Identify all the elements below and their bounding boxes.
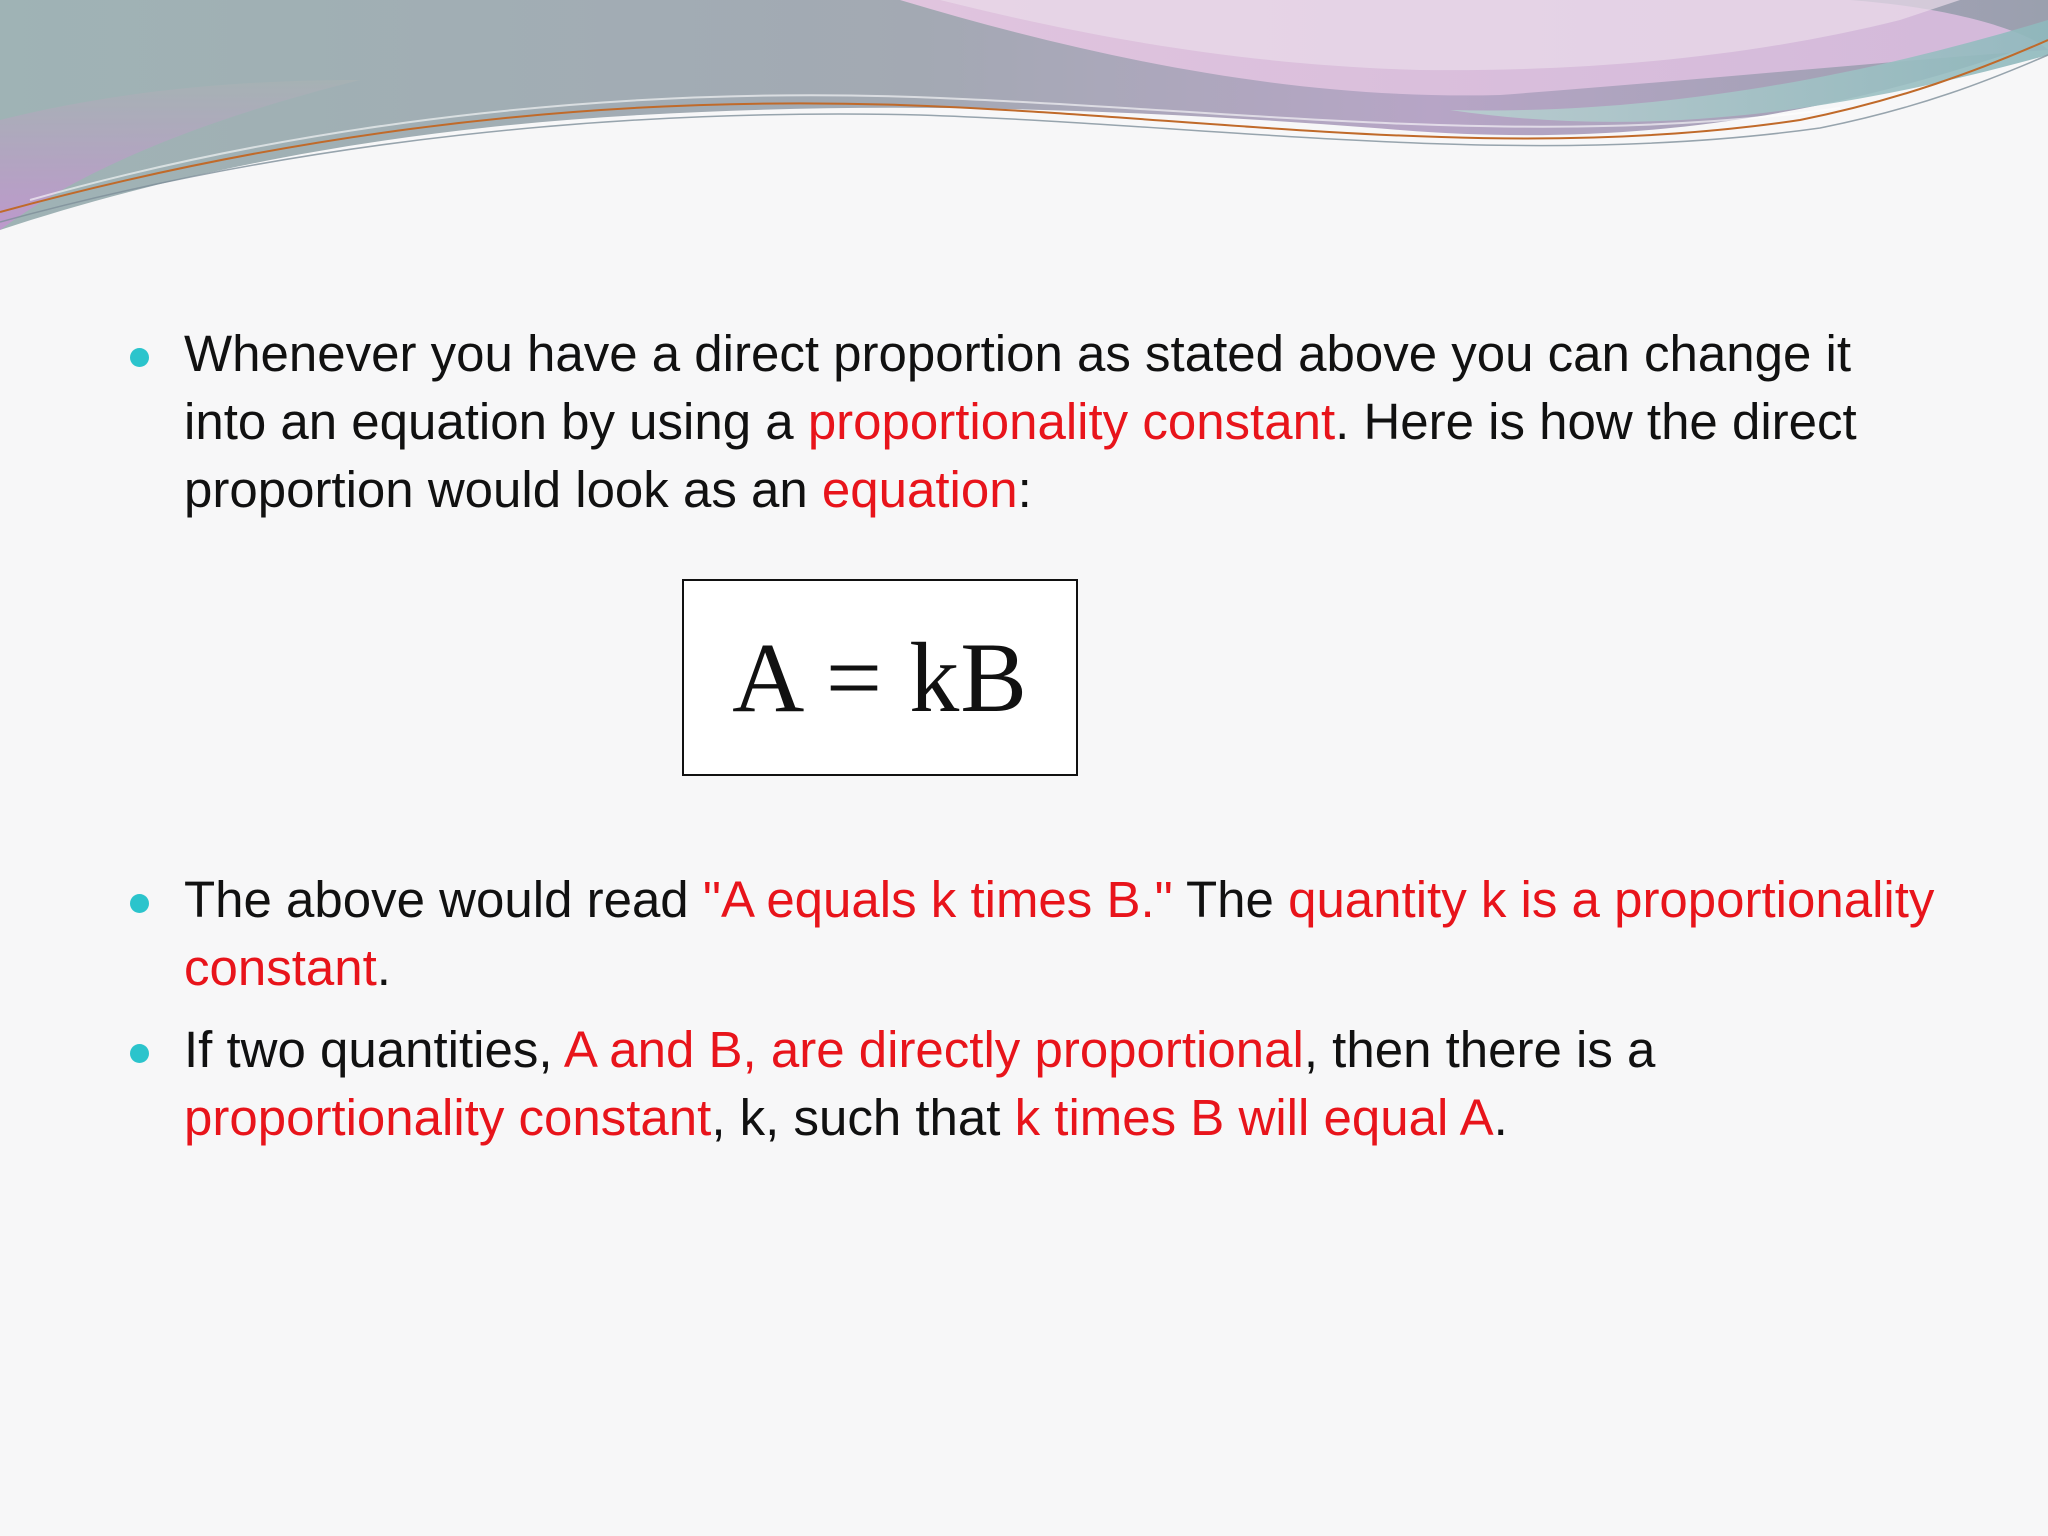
bullet-3-highlight-1: A and B, are directly proportional <box>563 1021 1304 1078</box>
bullet-3-text-1: If two quantities, <box>184 1021 564 1078</box>
bullet-item-2 <box>184 866 1944 1002</box>
bullet-item-1 <box>184 320 1944 524</box>
bullet-dot-icon <box>130 348 149 367</box>
bullet-dot-icon <box>130 894 149 913</box>
bullet-1-highlight-2: equation <box>821 461 1018 518</box>
bullet-1-text-2: . Here is how the direct proportion would look as an <box>184 393 1857 518</box>
bullet-dot-icon <box>130 1044 149 1063</box>
equation-text: A = kB <box>732 622 1028 733</box>
bullet-3-text-3: , k, such that <box>711 1089 1015 1146</box>
bullet-3-text-4: . <box>1493 1089 1508 1146</box>
bullet-2-text-2: The <box>1172 871 1289 928</box>
bullet-item-3 <box>184 1016 1944 1152</box>
bullet-3-highlight-3: k times B will equal A <box>1014 1089 1494 1146</box>
bullet-1-highlight-1: proportionality constant <box>807 393 1336 450</box>
bullet-2-text-3: . <box>376 939 391 996</box>
bullet-3-text-2: , then there is a <box>1303 1021 1656 1078</box>
bullet-2-highlight-1: "A equals k times B." <box>702 871 1173 928</box>
equation-box <box>682 579 1078 776</box>
bullet-2-text-1: The above would read <box>184 871 703 928</box>
bullet-3-highlight-2: proportionality constant <box>184 1089 712 1146</box>
bullet-1-text-1: Whenever you have a direct proportion as stated above you can change it into an equation by using a <box>184 325 1852 450</box>
bullet-2-highlight-2: quantity k is a proportionality constant <box>184 871 1935 996</box>
bullet-1-text-3: : <box>1017 461 1032 518</box>
